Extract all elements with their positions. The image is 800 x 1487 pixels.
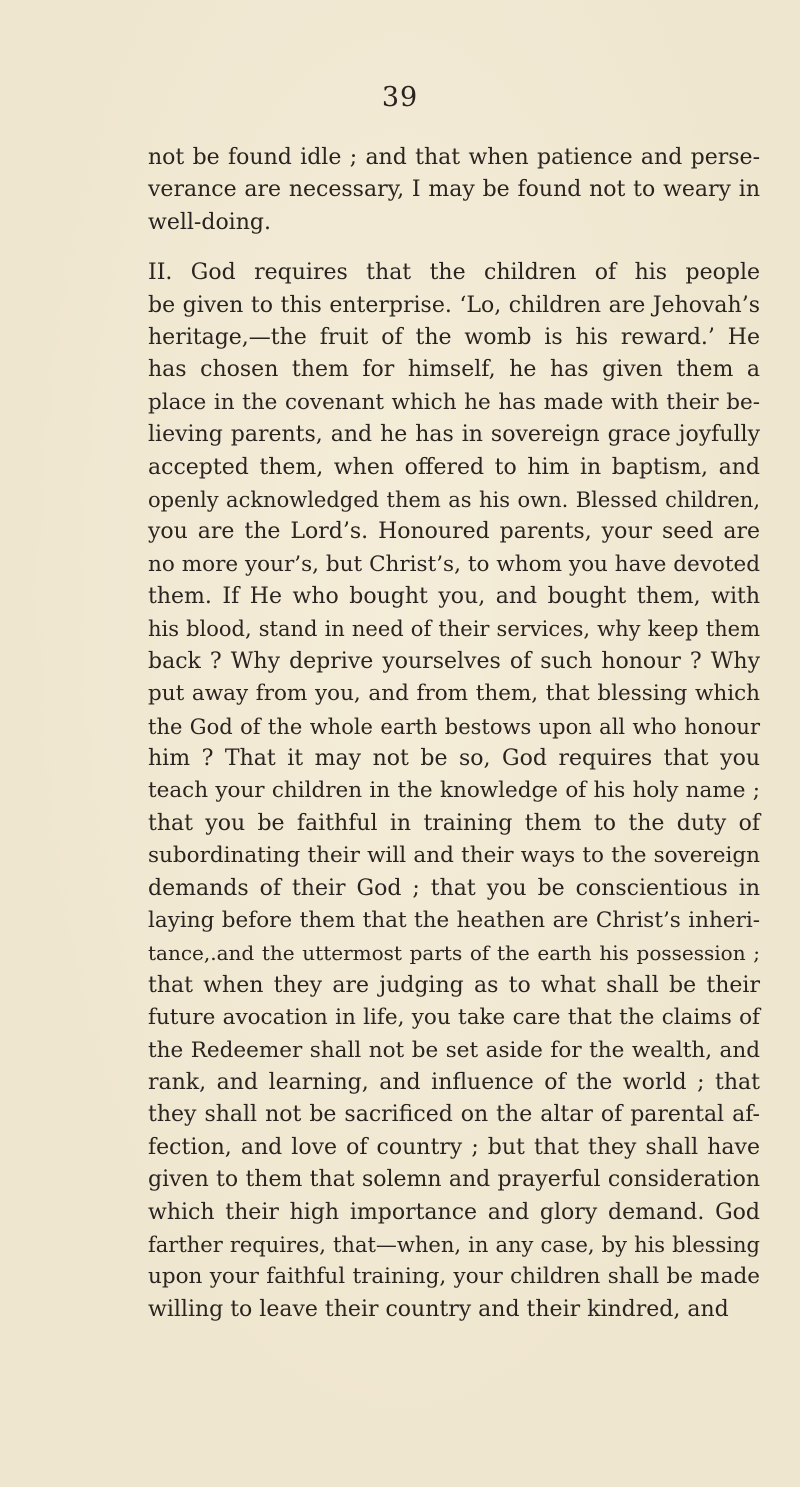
text-line: back ? Why deprive yourselves of such honour ? Why [148,648,760,674]
text-line: laying before them that the heathen are Christ’s inheri- [148,907,760,933]
text-line: verance are necessary, I may be found not to weary in [148,177,760,203]
text-line: has chosen them for himself, he has given them a [148,357,760,383]
text-line: openly acknowledged them as his own. Blessed children, [148,487,760,512]
text-line: the God of the whole earth bestows upon all who honour [148,714,760,739]
paragraph-gap [148,239,760,257]
text-line: him ? That it may not be so, God requires that you [148,746,760,772]
text-line: they shall not be sacrificed on the altar of parental af- [148,1102,760,1128]
text-line: rank, and learning, and influence of the world ; that [148,1069,760,1095]
text-line: upon your faithful training, your children shall be made [148,1264,760,1290]
text-line: given to them that solemn and prayerful consideration [148,1167,760,1193]
paragraph-2 [148,257,760,1326]
text-line: that when they are judging as to what shall be their [148,972,760,998]
text-line: accepted them, when offered to him in baptism, and [148,454,760,480]
text-line: lieving parents, and he has in sovereign grace joyfully [148,422,760,448]
text-line: tance,.and the uttermost parts of the earth his possession ; [148,941,760,966]
text-line: demands of their God ; that you be conscientious in [148,875,760,901]
text-line: not be found idle ; and that when patience and perse- [148,145,760,170]
page-number: 39 [381,82,419,113]
text-line: which their high importance and glory demand. God [148,1199,760,1225]
text-line: subordinating their will and their ways to the sovereign [148,843,760,869]
text-line: farther requires, that—when, in any case, by his blessing [148,1232,760,1257]
text-line: teach your children in the knowledge of his holy name ; [148,778,760,804]
text-line: the Redeemer shall not be set aside for the wealth, and [148,1037,760,1063]
text-line: his blood, stand in need of their services, why keep them [148,617,760,642]
text-line: put away from you, and from them, that blessing which [148,681,760,707]
text-line: place in the covenant which he has made with their be- [148,389,760,415]
text-line: fection, and love of country ; but that they shall have [148,1134,760,1160]
text-line: heritage,—the fruit of the womb is his reward.’ He [148,324,760,350]
body-text [148,142,760,1326]
text-line: future avocation in life, you take care that the claims of [148,1005,760,1031]
text-line: well-doing. [148,209,271,235]
text-line: that you be faithful in training them to the duty of [148,810,760,836]
text-line: no more your’s, but Christ’s, to whom you have devoted [148,551,760,577]
text-line: willing to leave their country and their kindred, and [148,1296,729,1322]
paragraph-1 [148,142,760,239]
text-line: II. God requires that the children of his people [148,260,760,286]
text-line: them. If He who bought you, and bought them, with [148,584,760,610]
text-line: you are the Lord’s. Honoured parents, your seed are [148,519,760,545]
text-line: be given to this enterprise. ‘Lo, children are Jehovah’s [148,292,760,318]
